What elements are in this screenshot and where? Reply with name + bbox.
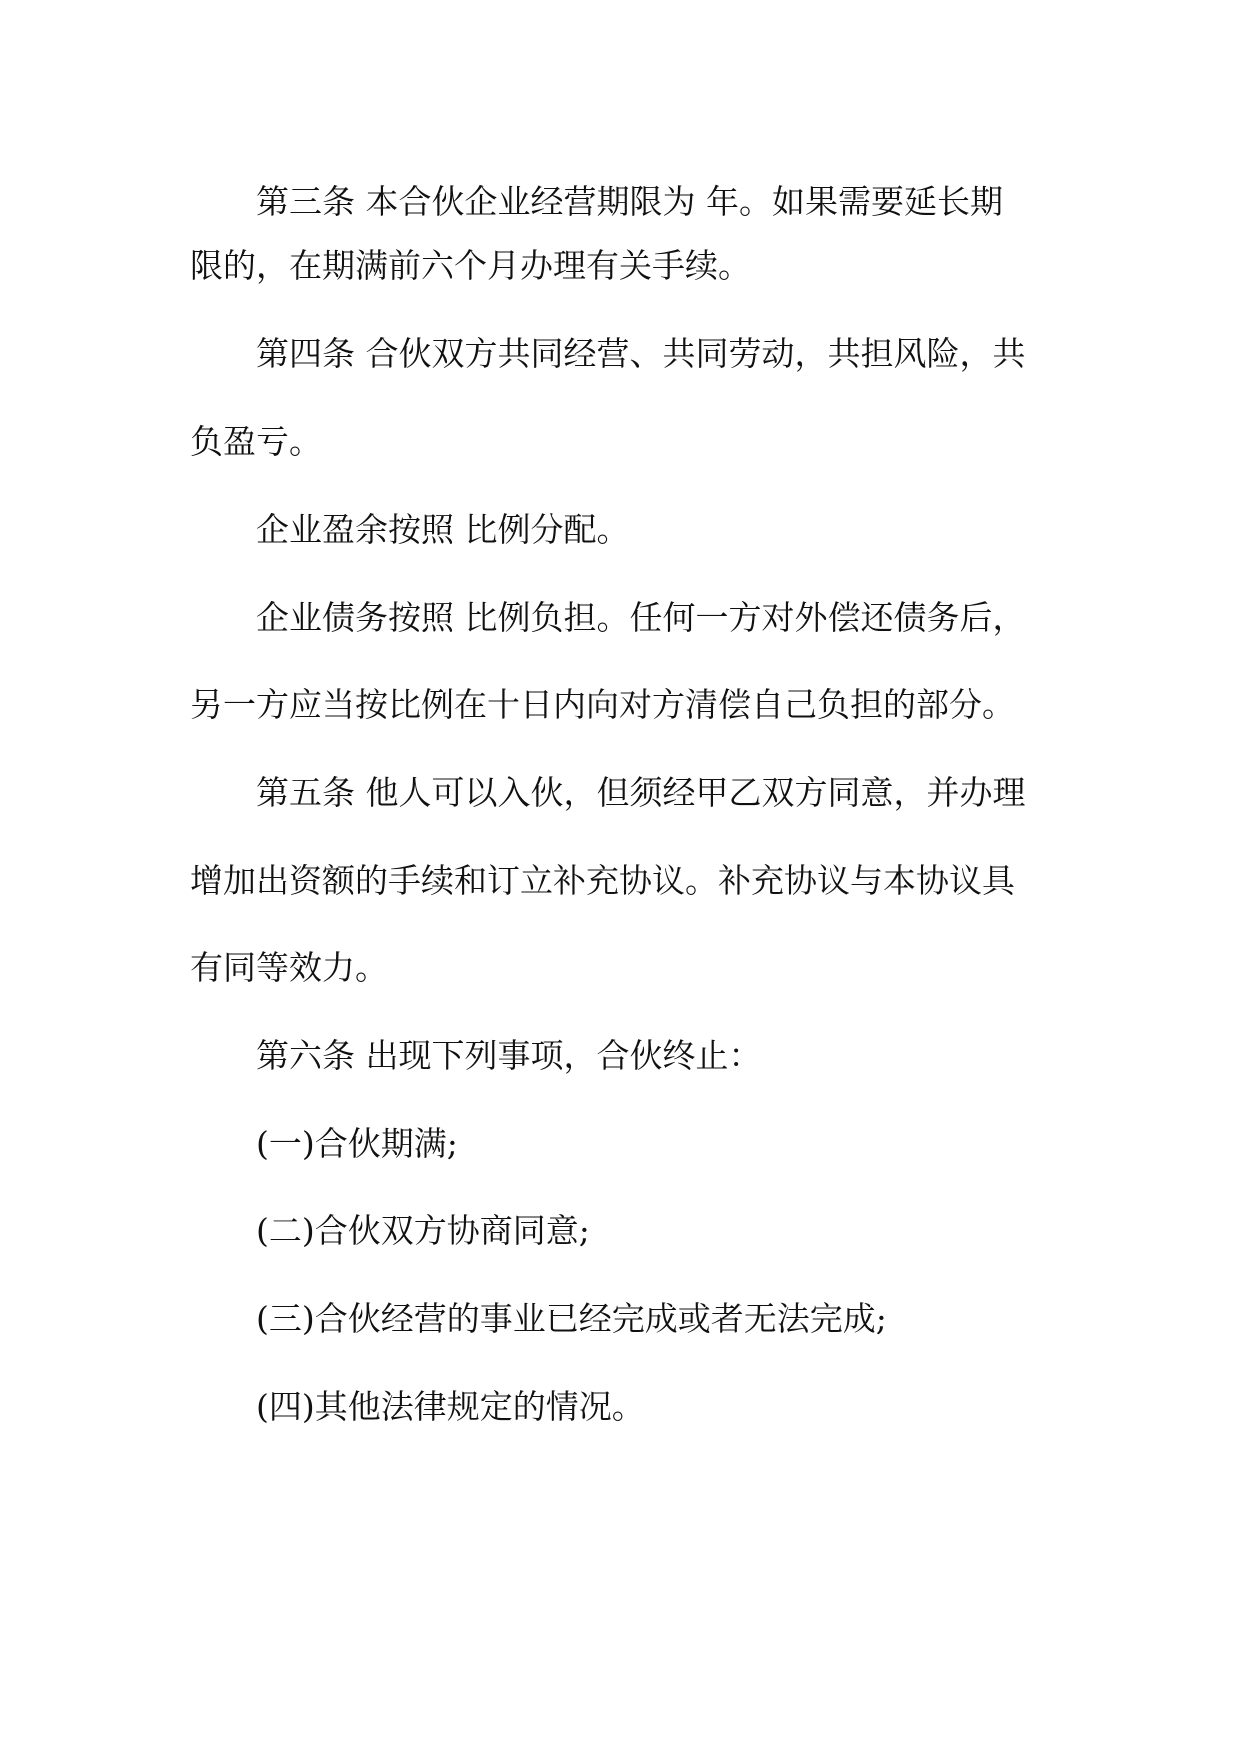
debt-sharing-line-2: 另一方应当按比例在十日内向对方清偿自己负担的部分。 <box>190 685 1015 724</box>
debt-sharing-line-1: 企业债务按照 比例负担。任何一方对外偿还债务后， <box>256 598 1026 637</box>
article-5-line-1: 第五条 他人可以入伙，但须经甲乙双方同意，并办理 <box>256 773 1026 812</box>
termination-item-3: (三)合伙经营的事业已经完成或者无法完成; <box>256 1299 887 1338</box>
article-5-line-3: 有同等效力。 <box>190 948 388 987</box>
article-3-line-1: 第三条 本合伙企业经营期限为 年。如果需要延长期 <box>256 182 1003 221</box>
article-5-line-2: 增加出资额的手续和订立补充协议。补充协议与本协议具 <box>190 861 1015 900</box>
article-4-line-1: 第四条 合伙双方共同经营、共同劳动，共担风险，共 <box>256 334 1026 373</box>
article-3-line-2: 限的，在期满前六个月办理有关手续。 <box>190 246 751 285</box>
article-4-line-2: 负盈亏。 <box>190 422 322 461</box>
profit-distribution-line: 企业盈余按照 比例分配。 <box>256 510 630 549</box>
termination-item-1: (一)合伙期满; <box>256 1124 458 1163</box>
termination-item-2: (二)合伙双方协商同意; <box>256 1211 590 1250</box>
article-6-line: 第六条 出现下列事项，合伙终止： <box>256 1036 762 1075</box>
termination-item-4: (四)其他法律规定的情况。 <box>256 1387 645 1426</box>
